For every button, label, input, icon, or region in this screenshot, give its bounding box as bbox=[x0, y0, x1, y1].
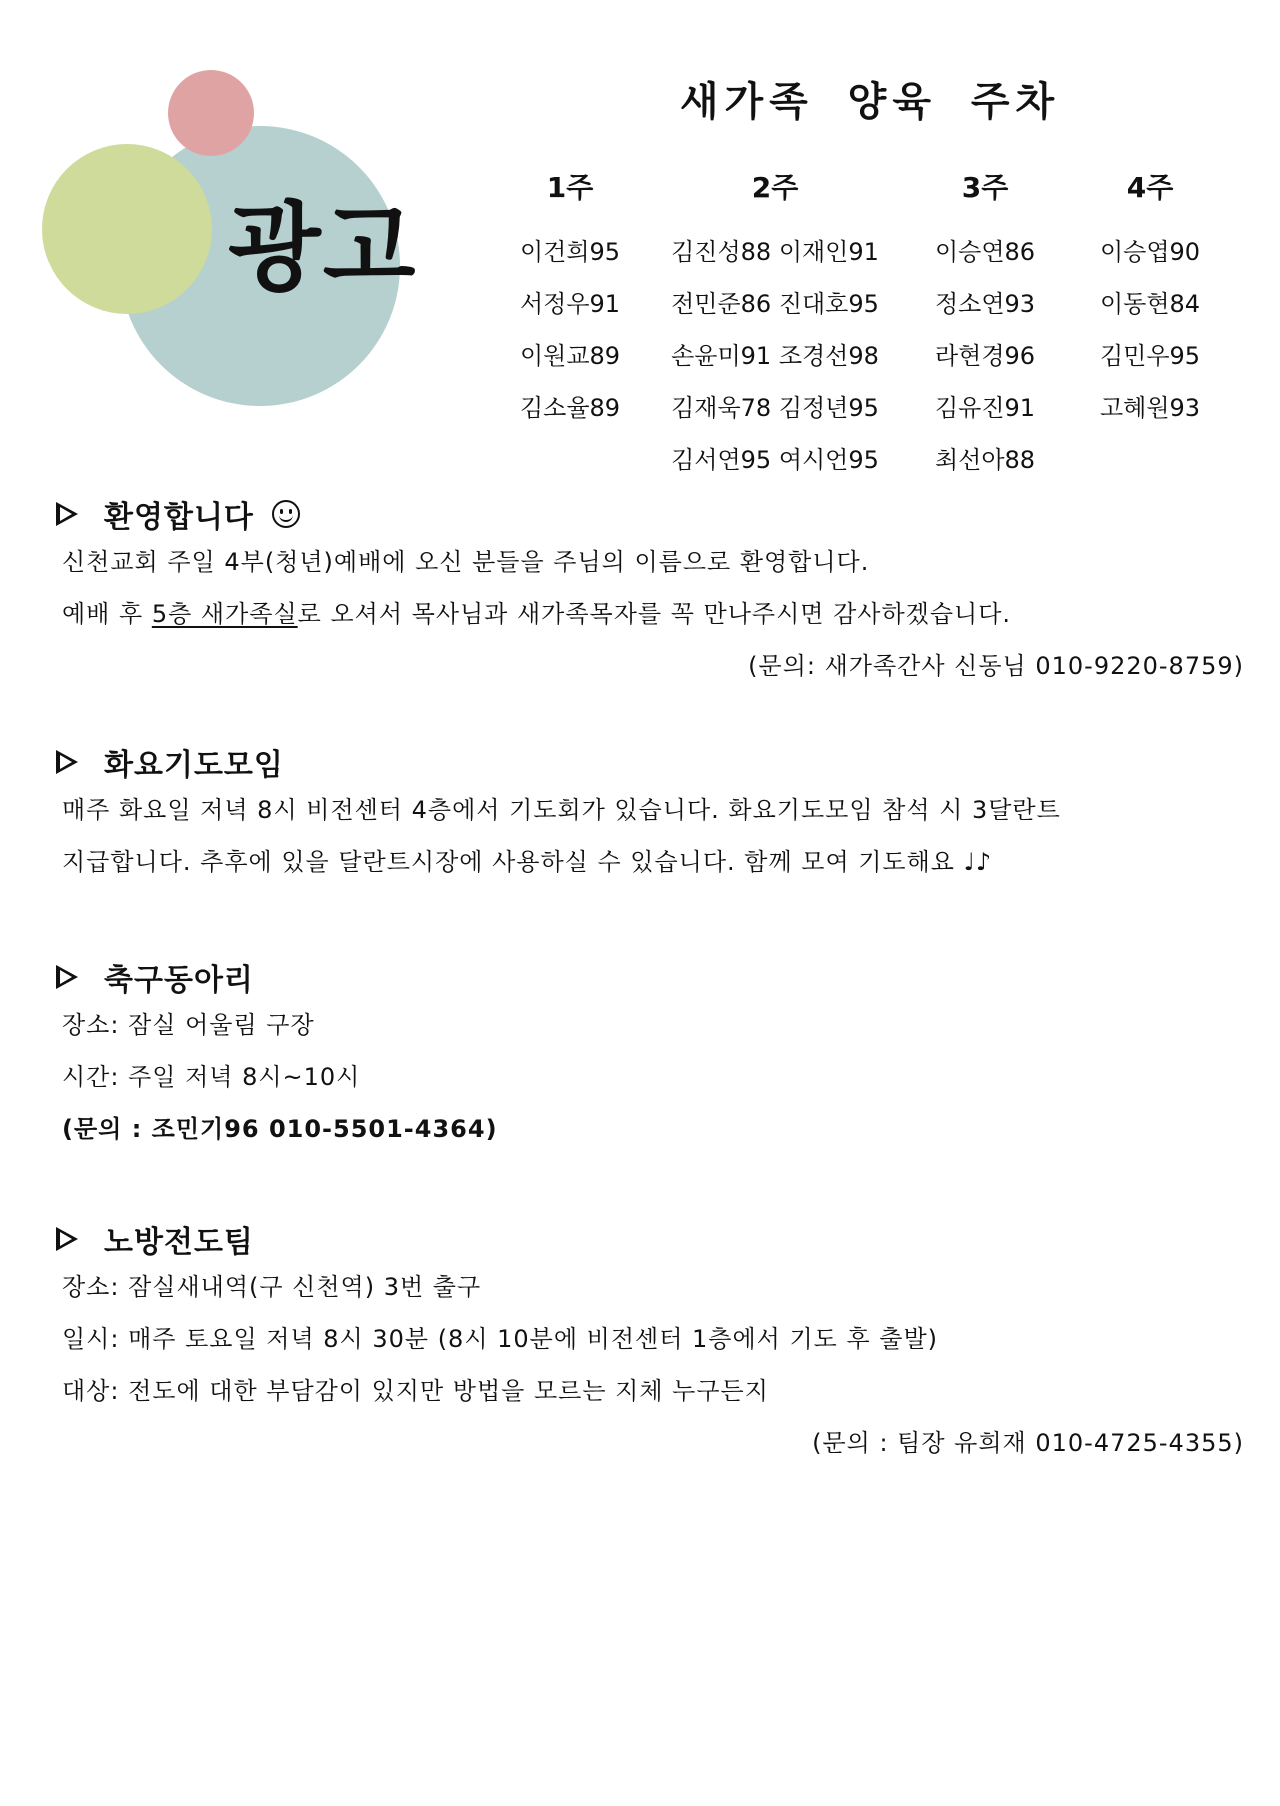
section-header bbox=[54, 492, 1244, 536]
street-contact: (문의 : 팀장 유희재 010-4725-4355) bbox=[812, 1429, 1244, 1457]
member-name: 이승연86 bbox=[934, 238, 1036, 266]
member-name: 이원교89 bbox=[519, 342, 621, 370]
member-name: 김진성88 이재인91 bbox=[671, 238, 879, 266]
welcome-line-2-post: 로 오셔서 목사님과 새가족목자를 꼭 만나주시면 감사하겠습니다. bbox=[297, 600, 1012, 628]
member-name: 이건희95 bbox=[519, 238, 621, 266]
member-name: 김서연95 여시언95 bbox=[671, 446, 879, 474]
street-date: 일시: 매주 토요일 저녁 8시 30분 (8시 10분에 비전센터 1층에서 기도 후 출발) bbox=[62, 1325, 939, 1353]
week-label: 1주 bbox=[546, 171, 594, 204]
member-name: 고혜원93 bbox=[1099, 394, 1201, 422]
soccer-time: 시간: 주일 저녁 8시~10시 bbox=[62, 1063, 361, 1091]
soccer-club-section bbox=[54, 955, 1244, 1155]
member-name: 김소율89 bbox=[519, 394, 621, 422]
week-column-1 bbox=[500, 168, 640, 434]
triangle-bullet-icon bbox=[56, 750, 78, 774]
tuesday-prayer-section bbox=[54, 740, 1244, 888]
welcome-section bbox=[54, 492, 1244, 692]
new-family-room: 5층 새가족실 bbox=[151, 600, 298, 628]
member-name: 서정우91 bbox=[519, 290, 621, 318]
section-title: 환영합니다 bbox=[104, 500, 254, 535]
welcome-contact: (문의: 새가족간사 신동님 010-9220-8759) bbox=[748, 652, 1244, 680]
street-evangelism-section bbox=[54, 1217, 1244, 1469]
street-place: 장소: 잠실새내역(구 신천역) 3번 출구 bbox=[62, 1273, 482, 1301]
new-family-title: 새가족 양육 주차 bbox=[679, 79, 1061, 125]
member-name: 라현경96 bbox=[934, 342, 1036, 370]
soccer-place: 장소: 잠실 어울림 구장 bbox=[62, 1011, 315, 1039]
section-header bbox=[54, 955, 1244, 999]
welcome-line-1: 신천교회 주일 4부(청년)예배에 오신 분들을 주님의 이름으로 환영합니다. bbox=[62, 548, 870, 576]
section-header bbox=[54, 740, 1244, 784]
welcome-line-2 bbox=[54, 588, 1244, 640]
triangle-bullet-icon bbox=[56, 965, 78, 989]
week-column-2 bbox=[660, 168, 890, 486]
smiley-icon bbox=[272, 500, 300, 528]
logo-circle-pink bbox=[168, 70, 254, 156]
member-name: 이승엽90 bbox=[1099, 238, 1201, 266]
week-label: 3주 bbox=[961, 171, 1009, 204]
triangle-bullet-icon bbox=[56, 1227, 78, 1251]
section-title: 축구동아리 bbox=[104, 963, 254, 998]
week-column-3 bbox=[910, 168, 1060, 486]
street-target: 대상: 전도에 대한 부담감이 있지만 방법을 모르는 지체 누구든지 bbox=[62, 1377, 769, 1405]
week-label: 4주 bbox=[1126, 171, 1174, 204]
tuesday-line-2: 지급합니다. 추후에 있을 달란트시장에 사용하실 수 있습니다. 함께 모여 기도해요 ♩♪ bbox=[62, 848, 993, 876]
member-name: 전민준86 진대호95 bbox=[671, 290, 879, 318]
section-header bbox=[54, 1217, 1244, 1261]
member-name: 김민우95 bbox=[1099, 342, 1201, 370]
section-title: 화요기도모임 bbox=[104, 748, 284, 783]
soccer-contact: (문의 : 조민기96 010-5501-4364) bbox=[62, 1115, 498, 1143]
section-title: 노방전도팀 bbox=[104, 1225, 254, 1260]
member-name: 김유진91 bbox=[934, 394, 1036, 422]
week-column-4 bbox=[1075, 168, 1225, 434]
member-name: 손윤미91 조경선98 bbox=[671, 342, 879, 370]
member-name: 김재욱78 김정년95 bbox=[671, 394, 879, 422]
member-name: 최선아88 bbox=[934, 446, 1036, 474]
tuesday-line-1: 매주 화요일 저녁 8시 비전센터 4층에서 기도회가 있습니다. 화요기도모임 참석 시 3달란트 bbox=[62, 796, 1061, 824]
triangle-bullet-icon bbox=[56, 502, 78, 526]
logo-circle-green bbox=[42, 144, 212, 314]
member-name: 정소연93 bbox=[934, 290, 1036, 318]
week-label: 2주 bbox=[751, 171, 799, 204]
welcome-line-2-pre: 예배 후 bbox=[62, 600, 152, 628]
logo-title: 광고 bbox=[228, 192, 418, 304]
member-name: 이동현84 bbox=[1099, 290, 1201, 318]
